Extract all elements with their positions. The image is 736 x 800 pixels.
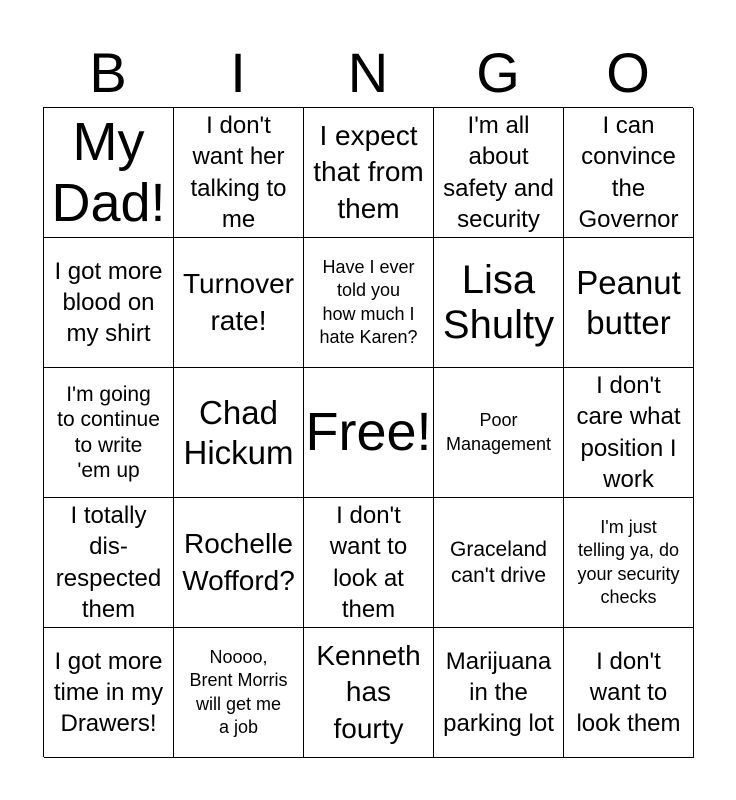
cell-text: Free! <box>305 402 432 463</box>
bingo-cell-r3-c5[interactable] <box>564 368 694 498</box>
bingo-cell-r4-c4[interactable] <box>434 498 564 628</box>
header-letter-o: O <box>606 41 650 104</box>
cell-text: Graceland can't drive <box>450 538 547 587</box>
bingo-cell-r5-c2[interactable] <box>174 628 304 758</box>
cell-text: I'm going to continue to write 'em up <box>57 383 160 482</box>
bingo-cell-r3-c4[interactable] <box>434 368 564 498</box>
cell-text: Rochelle Wofford? <box>182 528 295 596</box>
bingo-cell-r3-c3[interactable] <box>304 368 434 498</box>
cell-text: I totally dis- respected them <box>55 502 162 623</box>
cell-text: My Dad! <box>51 112 166 233</box>
bingo-cell-r4-c5[interactable] <box>564 498 694 628</box>
bingo-cell-r1-c3[interactable] <box>304 108 434 238</box>
cell-text: I got more blood on my shirt <box>54 257 163 348</box>
header-letter-n: N <box>347 41 389 104</box>
bingo-cell-r2-c3[interactable] <box>304 238 434 368</box>
cell-text: I expect that from them <box>313 119 424 224</box>
cell-text: Poor Management <box>445 410 552 454</box>
bingo-cell-r3-c2[interactable] <box>174 368 304 498</box>
cell-text: Peanut butter <box>576 263 681 341</box>
cell-text: I don't want to look them <box>576 647 681 738</box>
bingo-cell-r5-c1[interactable] <box>44 628 174 758</box>
cell-text: Chad Hickum <box>183 393 294 471</box>
bingo-cell-r5-c5[interactable] <box>564 628 694 758</box>
bingo-cell-r4-c1[interactable] <box>44 498 174 628</box>
cell-text: I'm all about safety and security <box>443 112 554 233</box>
cell-text: Have I ever told you how much I hate Karen? <box>319 256 418 347</box>
cell-text: Lisa Shulty <box>442 257 555 347</box>
cell-text: Turnover rate! <box>182 268 294 336</box>
bingo-cell-r1-c4[interactable] <box>434 108 564 238</box>
bingo-board <box>43 107 693 757</box>
bingo-cell-r2-c4[interactable] <box>434 238 564 368</box>
cell-text: I don't care what position I work <box>576 372 681 493</box>
bingo-cell-r2-c1[interactable] <box>44 238 174 368</box>
cell-text: Marijuana in the parking lot <box>443 647 554 738</box>
header-letter-g: G <box>476 41 520 104</box>
bingo-cell-r3-c1[interactable] <box>44 368 174 498</box>
bingo-cell-r1-c5[interactable] <box>564 108 694 238</box>
bingo-cell-r5-c3[interactable] <box>304 628 434 758</box>
cell-text: I don't want to look at them <box>329 502 408 623</box>
bingo-cell-r1-c1[interactable] <box>44 108 174 238</box>
bingo-cell-r4-c3[interactable] <box>304 498 434 628</box>
bingo-cell-r2-c2[interactable] <box>174 238 304 368</box>
cell-text: I can convince the Governor <box>578 112 679 233</box>
cell-text: I don't want her talking to me <box>190 112 287 233</box>
cell-text: I'm just telling ya, do your security checks <box>577 516 680 607</box>
header-letter-i: I <box>230 41 246 104</box>
header-letter-b: B <box>89 41 127 104</box>
bingo-cell-r2-c5[interactable] <box>564 238 694 368</box>
cell-text: I got more time in my Drawers! <box>53 647 164 738</box>
bingo-cell-r4-c2[interactable] <box>174 498 304 628</box>
bingo-cell-r1-c2[interactable] <box>174 108 304 238</box>
cell-text: Noooo, Brent Morris will get me a job <box>189 646 288 737</box>
bingo-header <box>43 40 693 106</box>
bingo-cell-r5-c4[interactable] <box>434 628 564 758</box>
cell-text: Kenneth has fourty <box>316 639 421 744</box>
